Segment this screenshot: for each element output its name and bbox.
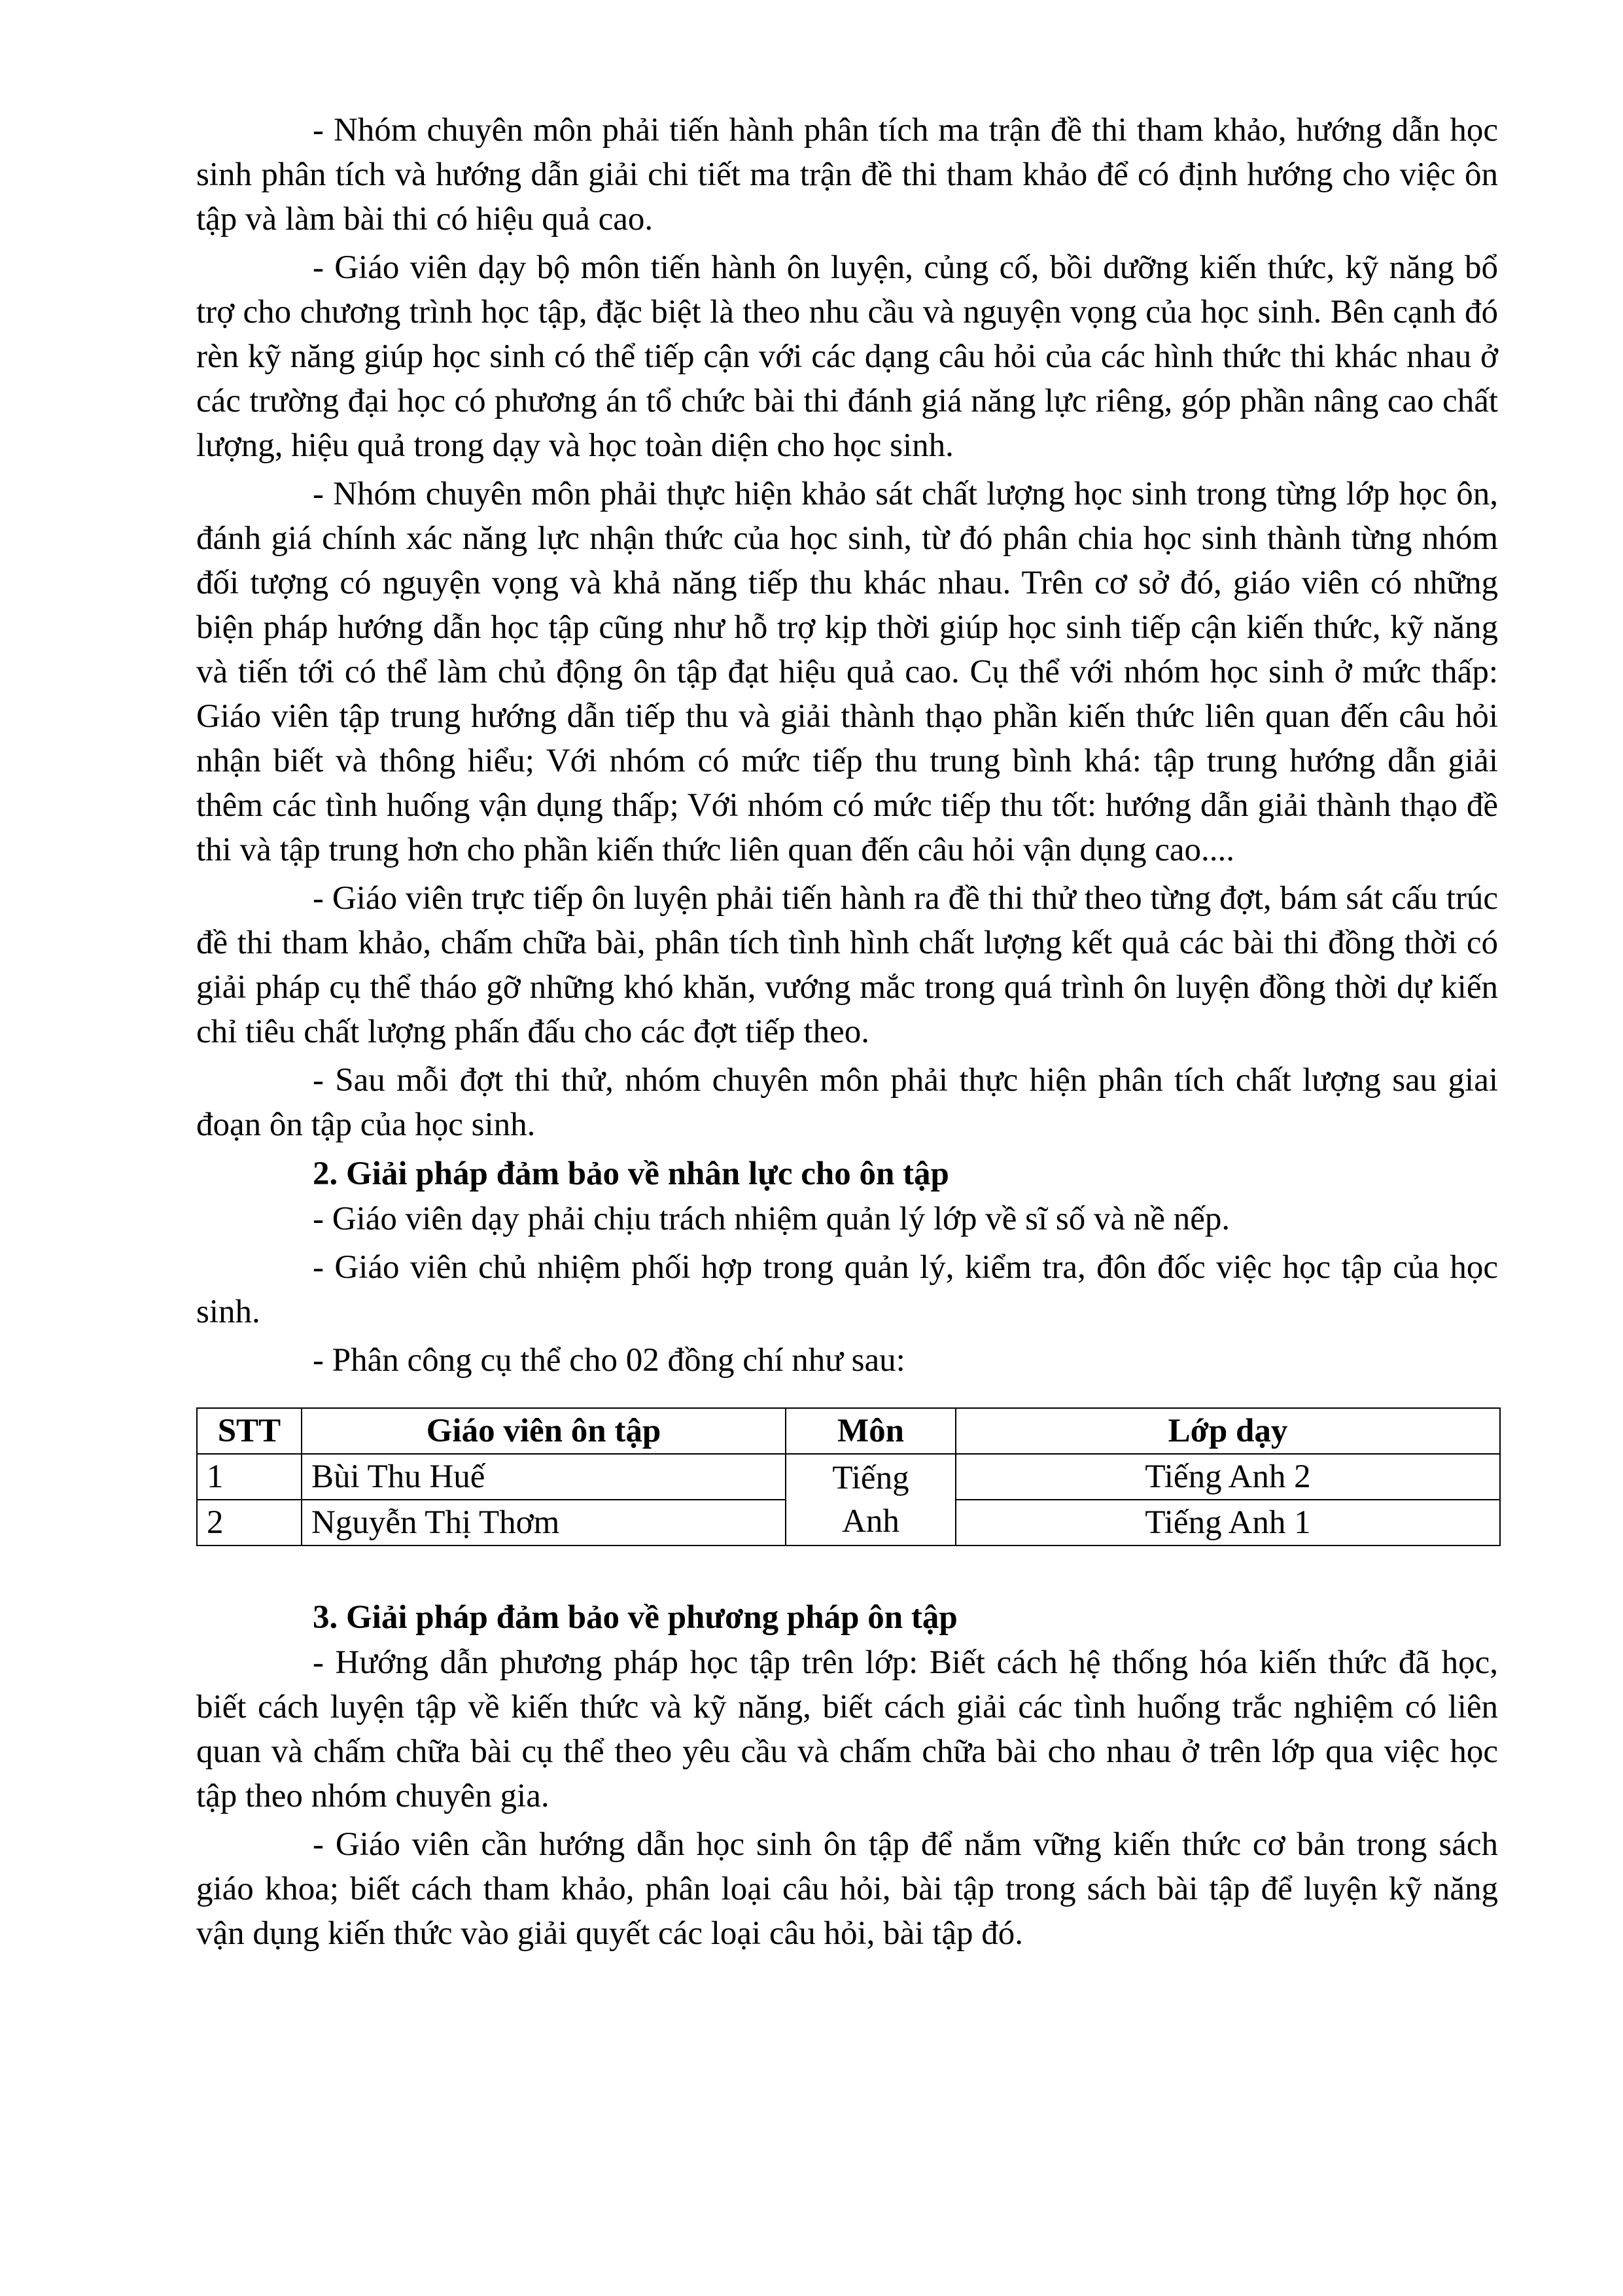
subject-line-1: Tiếng <box>832 1460 909 1496</box>
assignment-table <box>196 1407 1501 1546</box>
cell-stt: 2 <box>197 1500 302 1545</box>
paragraph-teacher-review: - Giáo viên dạy bộ môn tiến hành ôn luyện, củng cố, bồi dưỡng kiến thức, kỹ năng bổ trợ cho chương trình học tập, đặc biệt là theo nhu cầu và nguyện vọng của học sinh. Bên cạnh đó rèn kỹ năng giúp học sinh có thể tiếp cận với các dạng câu hỏi của các hình thức thi khác nhau ở các trường đại học có phương án tổ chức bài thi đánh giá năng lực riêng, góp phần nâng cao chất lượng, hiệu quả trong dạy và học toàn diện cho học sinh. <box>196 249 1498 464</box>
cell-class: Tiếng Anh 2 <box>956 1454 1500 1500</box>
header-subject: Môn <box>786 1408 956 1454</box>
cell-teacher: Nguyễn Thị Thơm <box>302 1500 786 1545</box>
header-teacher: Giáo viên ôn tập <box>302 1408 786 1454</box>
table-header-row <box>197 1408 1500 1454</box>
paragraph-study-methods: - Hướng dẫn phương pháp học tập trên lớp: Biết cách hệ thống hóa kiến thức đã học, biết cách luyện tập về kiến thức và kỹ năng, biết cách giải các tình huống trắc nghiệm có liên quan và chấm chữa bài cụ thể theo yêu cầu và chấm chữa bài cho nhau ở trên lớp qua việc học tập theo nhóm chuyên gia. <box>196 1644 1498 1814</box>
cell-class: Tiếng Anh 1 <box>956 1500 1500 1545</box>
section-2-heading: 2. Giải pháp đảm bảo về nhân lực cho ôn tập <box>313 1156 949 1192</box>
paragraph-mock-exams: - Giáo viên trực tiếp ôn luyện phải tiến hành ra đề thi thử theo từng đợt, bám sát cấu trúc đề thi tham khảo, chấm chữa bài, phân tích tình hình chất lượng kết quả các bài thi đồng thời có giải pháp cụ thể tháo gỡ những khó khăn, vướng mắc trong quá trình ôn luyện đồng thời dự kiến chỉ tiêu chất lượng phấn đấu cho các đợt tiếp theo. <box>196 880 1498 1050</box>
paragraph-textbook-review: - Giáo viên cần hướng dẫn học sinh ôn tập để nắm vững kiến thức cơ bản trong sách giáo khoa; biết cách tham khảo, phân loại câu hỏi, bài tập trong sách bài tập để luyện kỹ năng vận dụng kiến thức vào giải quyết các loại câu hỏi, bài tập đó. <box>196 1826 1498 1952</box>
paragraph-assignment: - Phân công cụ thể cho 02 đồng chí như sau: <box>313 1342 905 1379</box>
cell-subject <box>786 1454 956 1545</box>
header-class: Lớp dạy <box>956 1408 1500 1454</box>
header-stt: STT <box>197 1408 302 1454</box>
document-page <box>196 108 1498 1956</box>
paragraph-class-management: - Giáo viên dạy phải chịu trách nhiệm quản lý lớp về sĩ số và nề nếp. <box>313 1201 1230 1237</box>
paragraph-matrix-analysis: - Nhóm chuyên môn phải tiến hành phân tích ma trận đề thi tham khảo, hướng dẫn học sinh phân tích và hướng dẫn giải chi tiết ma trận đề thi tham khảo để có định hướng cho việc ôn tập và làm bài thi có hiệu quả cao. <box>196 112 1498 238</box>
table-row <box>197 1454 1500 1500</box>
section-3-heading: 3. Giải pháp đảm bảo về phương pháp ôn tập <box>313 1599 958 1636</box>
paragraph-post-exam-analysis: - Sau mỗi đợt thi thử, nhóm chuyên môn phải thực hiện phân tích chất lượng sau giai đoạn ôn tập của học sinh. <box>196 1062 1498 1143</box>
cell-stt: 1 <box>197 1454 302 1500</box>
subject-line-2: Anh <box>842 1503 899 1540</box>
cell-teacher: Bùi Thu Huế <box>302 1454 786 1500</box>
paragraph-quality-survey: - Nhóm chuyên môn phải thực hiện khảo sát chất lượng học sinh trong từng lớp học ôn, đánh giá chính xác năng lực nhận thức của học sinh, từ đó phân chia học sinh thành từng nhóm đối tượng có nguyện vọng và khả năng tiếp thu khác nhau. Trên cơ sở đó, giáo viên có những biện pháp hướng dẫn học tập cũng như hỗ trợ kịp thời giúp học sinh tiếp cận kiến thức, kỹ năng và tiến tới có thể làm chủ động ôn tập đạt hiệu quả cao. Cụ thể với nhóm học sinh ở mức thấp: Giáo viên tập trung hướng dẫn tiếp thu và giải thành thạo phần kiến thức liên quan đến câu hỏi nhận biết và thông hiểu; Với nhóm có mức tiếp thu trung bình khá: tập trung hướng dẫn giải thêm các tình huống vận dụng thấp; Với nhóm có mức tiếp thu tốt: hướng dẫn giải thành thạo đề thi và tập trung hơn cho phần kiến thức liên quan đến câu hỏi vận dụng cao.... <box>196 476 1498 868</box>
paragraph-homeroom-teacher: - Giáo viên chủ nhiệm phối hợp trong quản lý, kiểm tra, đôn đốc việc học tập của học sinh. <box>196 1249 1498 1330</box>
